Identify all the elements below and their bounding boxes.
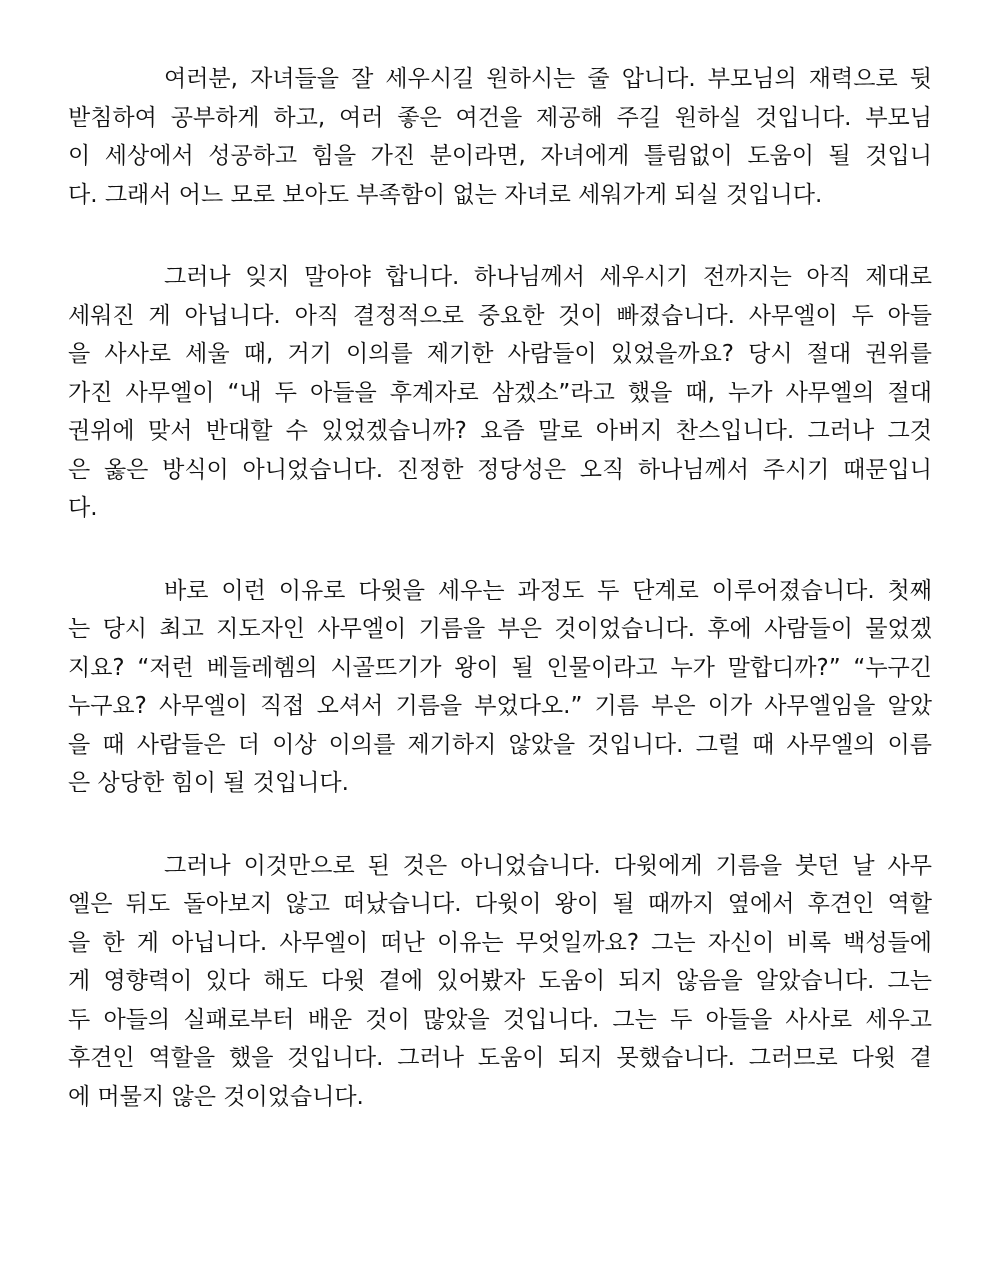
text-line: 누구요? 사무엘이 직접 오셔서 기름을 부었다오.” 기름 부은 이가 사무엘임을 알았 — [68, 693, 932, 719]
text-line: 는 당시 최고 지도자인 사무엘이 기름을 부은 것이었습니다. 후에 사람들이 물었겠 — [68, 616, 932, 642]
text-line: 가진 사무엘이 “내 두 아들을 후계자로 삼겠소”라고 했을 때, 누가 사무엘의 절대 — [68, 379, 932, 406]
text-line: 이 세상에서 성공하고 힘을 가진 분이라면, 자녀에게 틀림없이 도움이 될 것입니 — [68, 143, 932, 169]
document-page — [68, 60, 932, 1160]
text-line: 다. 그래서 어느 모로 보아도 부족함이 없는 자녀로 세워가게 되실 것입니다. — [68, 181, 823, 208]
paragraph-2 — [68, 258, 932, 528]
text-line: 다. — [68, 495, 98, 521]
text-line: 지요? “저런 베들레헴의 시골뜨기가 왕이 될 인물이라고 누가 말합디까?” “누구긴 — [68, 654, 932, 681]
text-line: 을 한 게 아닙니다. 사무엘이 떠난 이유는 무엇일까요? 그는 자신이 비록 백성들에 — [68, 929, 932, 956]
paragraph-4 — [68, 847, 932, 1117]
text-line: 바로 이런 이유로 다윗을 세우는 과정도 두 단계로 이루어졌습니다. 첫째 — [164, 577, 932, 604]
text-line: 두 아들의 실패로부터 배운 것이 많았을 것입니다. 그는 두 아들을 사사로 세우고 — [68, 1006, 932, 1033]
text-line: 받침하여 공부하게 하고, 여러 좋은 여건을 제공해 주길 원하실 것입니다. 부모님 — [68, 104, 932, 131]
paragraph-3 — [68, 572, 932, 803]
text-line: 게 영향력이 있다 해도 다윗 곁에 있어봤자 도움이 되지 않음을 알았습니다. 그는 — [68, 968, 932, 994]
text-line: 그러나 이것만으로 된 것은 아니었습니다. 다윗에게 기름을 붓던 날 사무 — [164, 852, 932, 879]
text-line: 은 상당한 힘이 될 것입니다. — [68, 770, 349, 796]
text-line: 은 옳은 방식이 아니었습니다. 진정한 정당성은 오직 하나님께서 주시기 때문입니 — [68, 456, 932, 483]
text-line: 에 머물지 않은 것이었습니다. — [68, 1083, 364, 1110]
text-line: 엘은 뒤도 돌아보지 않고 떠났습니다. 다윗이 왕이 될 때까지 옆에서 후견인 역할 — [68, 891, 932, 917]
text-line: 여러분, 자녀들을 잘 세우시길 원하시는 줄 압니다. 부모님의 재력으로 뒷 — [164, 66, 932, 92]
paragraph-1 — [68, 60, 932, 214]
text-line: 세워진 게 아닙니다. 아직 결정적으로 중요한 것이 빠졌습니다. 사무엘이 두 아들 — [68, 302, 932, 329]
text-line: 을 사사로 세울 때, 거기 이의를 제기한 사람들이 있었을까요? 당시 절대 권위를 — [68, 341, 932, 367]
text-line: 권위에 맞서 반대할 수 있었겠습니까? 요즘 말로 아버지 찬스입니다. 그러나 그것 — [68, 418, 932, 444]
text-line: 그러나 잊지 말아야 합니다. 하나님께서 세우시기 전까지는 아직 제대로 — [164, 264, 932, 290]
text-line: 을 때 사람들은 더 이상 이의를 제기하지 않았을 것입니다. 그럴 때 사무엘의 이름 — [68, 731, 932, 758]
text-line: 후견인 역할을 했을 것입니다. 그러나 도움이 되지 못했습니다. 그러므로 다윗 곁 — [68, 1045, 932, 1071]
